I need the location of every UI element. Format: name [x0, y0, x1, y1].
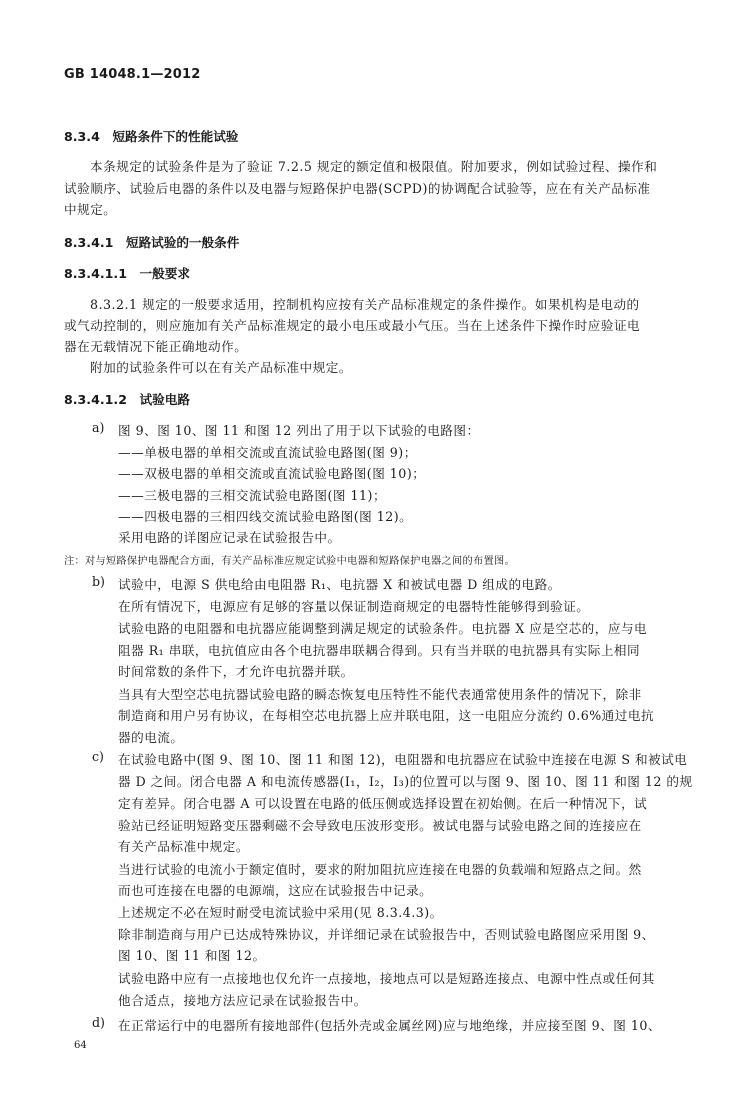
list-line: 试验中，电源 S 供电给由电阻器 R₁、电抗器 X 和被试电器 D 组成的电路。	[118, 577, 561, 592]
list-line: 当进行试验的电流小于额定值时，要求的附加阻抗应连接在电器的负载端和短路点之间。然	[118, 862, 642, 877]
list-dash-line: ——单极电器的单相交流或直流试验电路图(图 9)；	[118, 445, 417, 460]
list-label-c: c)	[92, 749, 104, 764]
list-line: 器 D 之间。闭合电器 A 和电流传感器(I₁，I₂，I₃)的位置可以与图 9、图 10、图 11 和图 12 的规	[118, 774, 693, 789]
list-line: 在所有情况下，电源应有足够的容量以保证制造商规定的电器特性能够得到验证。	[118, 599, 590, 614]
section-heading-8-3-4-1: 8.3.4.1 短路试验的一般条件	[64, 235, 240, 250]
list-dash-line: ——三极电器的三相交流试验电路图(图 11)；	[118, 488, 387, 503]
list-dash-line: ——双极电器的单相交流或直流试验电路图(图 10)；	[118, 466, 426, 481]
list-label-b: b)	[92, 574, 105, 589]
section-heading-8-3-4: 8.3.4 短路条件下的性能试验	[64, 129, 239, 144]
list-line: 上述规定不必在短时耐受电流试验中采用(见 8.3.4.3)。	[118, 905, 443, 920]
list-line: 验站已经证明短路变压器剩磁不会导致电压波形变形。被试电器与试验电路之间的连接应在	[118, 818, 642, 833]
list-line: 图 10、图 11 和图 12。	[118, 948, 266, 963]
list-line: 在正常运行中的电器所有接地部件(包括外壳或金属丝网)应与地绝缘，并应接至图 9、图 10、	[118, 1018, 661, 1033]
list-line: 试验电路中应有一点接地也仅允许一点接地，接地点可以是短路连接点、电源中性点或任何其	[118, 971, 655, 986]
list-line: 制造商和用户另有协议，在每相空芯电抗器上应并联电阻，这一电阻应分流约 0.6%通过电抗	[118, 708, 655, 723]
paragraph-line: 中规定。	[64, 202, 117, 217]
list-line: 在试验电路中(图 9、图 10、图 11 和图 12)，电阻器和电抗器应在试验中连接在电源 S 和被试电	[118, 752, 688, 767]
list-line: 试验电路的电阻器和电抗器应能调整到满足规定的试验条件。电抗器 X 应是空芯的，应与电	[118, 621, 648, 636]
list-line: 器的电流。	[118, 730, 184, 745]
paragraph-line: 8.3.2.1 规定的一般要求适用，控制机构应按有关产品标准规定的条件操作。如果机构是电动的	[90, 297, 640, 312]
list-line: 除非制造商与用户已达成特殊协议，并详细记录在试验报告中，否则试验电路图应采用图 9、	[118, 927, 655, 942]
note-text: 注：对与短路保护电器配合方面，有关产品标准应规定试验中电器和短路保护电器之间的布置图。	[64, 556, 515, 567]
section-heading-8-3-4-1-2: 8.3.4.1.2 试验电路	[64, 392, 190, 407]
paragraph-line: 本条规定的试验条件是为了验证 7.2.5 规定的额定值和极限值。附加要求，例如试验过程、操作和	[90, 159, 658, 174]
list-label-a: a)	[92, 420, 105, 435]
list-line: 他合适点，接地方法应记录在试验报告中。	[118, 993, 367, 1008]
list-line: 当具有大型空芯电抗器试验电路的瞬态恢复电压特性不能代表通常使用条件的情况下，除非	[118, 687, 642, 702]
paragraph-line: 附加的试验条件可以在有关产品标准中规定。	[90, 360, 352, 375]
list-line: 而也可连接在电器的电源端，这应在试验报告中记录。	[118, 883, 433, 898]
list-line: 阻器 R₁ 串联，电抗值应由各个电抗器串联耦合得到。只有当并联的电抗器具有实际上相同	[118, 643, 641, 658]
list-dash-line: ——四极电器的三相四线交流试验电路图(图 12)。	[118, 509, 413, 524]
list-line: 采用电路的详图应记录在试验报告中。	[118, 530, 341, 545]
list-line: 时间常数的条件下，才允许电抗器并联。	[118, 664, 354, 679]
paragraph-line: 器在无载情况下能正确地动作。	[64, 339, 248, 354]
list-line: 图 9、图 10、图 11 和图 12 列出了用于以下试验的电路图：	[118, 423, 480, 438]
section-heading-8-3-4-1-1: 8.3.4.1.1 一般要求	[64, 266, 190, 281]
list-line: 定有差异。闭合电器 A 可以设置在电路的低压侧或选择设置在初始侧。在后一种情况下，试	[118, 796, 648, 811]
paragraph-line: 试验顺序、试验后电器的条件以及电器与短路保护电器(SCPD)的协调配合试验等，应在有关产品标准	[64, 181, 651, 196]
standard-header: GB 14048.1—2012	[64, 67, 201, 82]
list-line: 有关产品标准中规定。	[118, 839, 249, 854]
paragraph-line: 或气动控制的，则应施加有关产品标准规定的最小电压或最小气压。当在上述条件下操作时应验证电	[64, 318, 641, 333]
page-number: 64	[74, 1040, 87, 1051]
list-label-d: d)	[92, 1015, 105, 1030]
